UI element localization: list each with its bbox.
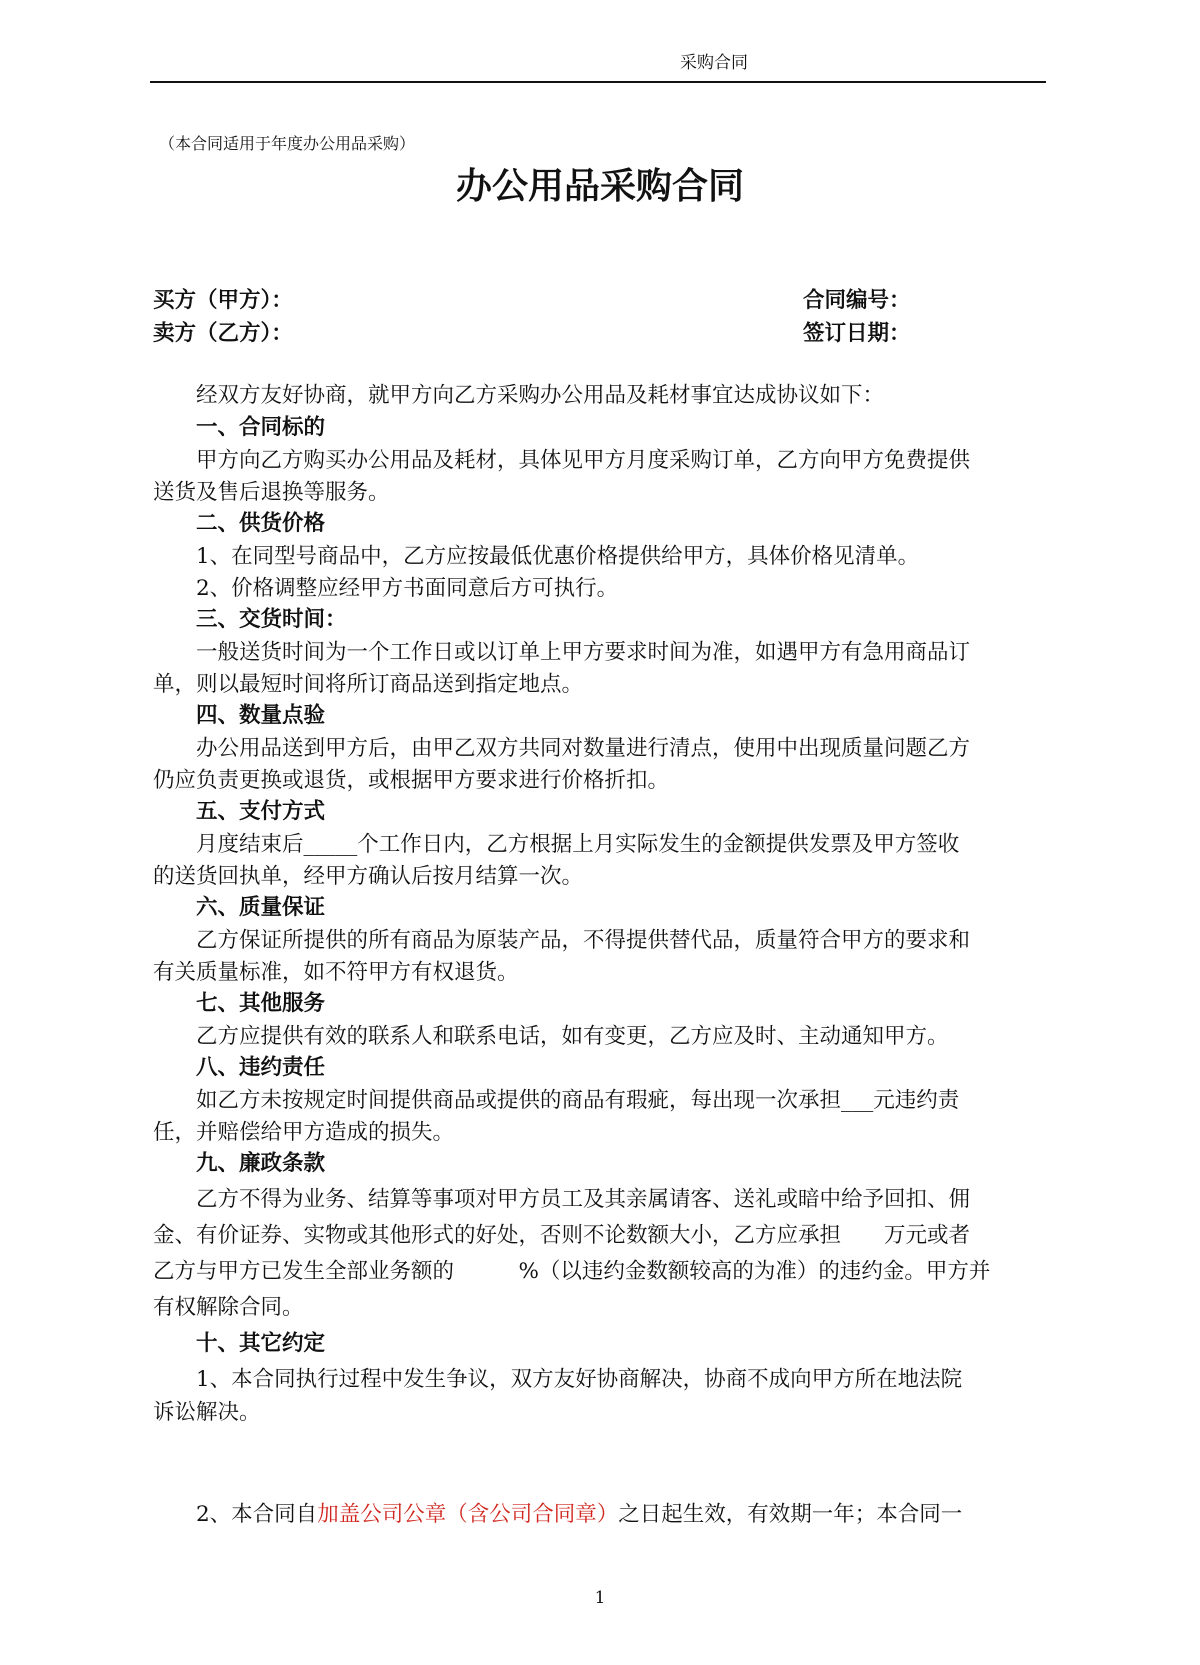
body-line: 乙方不得为业务、结算等事项对甲方员工及其亲属请客、送礼或暗中给予回扣、佣 bbox=[196, 1187, 971, 1212]
body-line: 乙方与甲方已发生全部业务额的 %（以违约金数额较高的为准）的违约金。甲方并 bbox=[153, 1259, 991, 1284]
section-heading: 九、廉政条款 bbox=[196, 1151, 326, 1176]
contract-no-label: 合同编号： bbox=[803, 288, 911, 313]
clause-text-after: 之日起生效，有效期一年；本合同一 bbox=[618, 1502, 963, 1527]
applicability-note: （本合同适用于年度办公用品采购） bbox=[159, 134, 416, 153]
seller-label: 卖方（乙方）： bbox=[153, 321, 293, 346]
body-line: 2、价格调整应经甲方书面同意后方可执行。 bbox=[196, 576, 619, 601]
section-heading: 十、其它约定 bbox=[196, 1331, 326, 1356]
body-line: 单，则以最短时间将所订商品送到指定地点。 bbox=[153, 672, 584, 697]
body-line: 仍应负责更换或退货，或根据甲方要求进行价格折扣。 bbox=[153, 768, 670, 793]
body-line: 1、在同型号商品中，乙方应按最低优惠价格提供给甲方，具体价格见清单。 bbox=[196, 544, 920, 569]
section-heading: 七、其他服务 bbox=[196, 991, 326, 1016]
intro-paragraph: 经双方友好协商，就甲方向乙方采购办公用品及耗材事宜达成协议如下： bbox=[196, 383, 885, 408]
body-line: 办公用品送到甲方后，由甲乙双方共同对数量进行清点，使用中出现质量问题乙方 bbox=[196, 736, 971, 761]
body-line: 送货及售后退换等服务。 bbox=[153, 480, 390, 505]
section-heading: 二、供货价格 bbox=[196, 511, 326, 536]
body-line: 的送货回执单，经甲方确认后按月结算一次。 bbox=[153, 864, 584, 889]
page-number: 1 bbox=[594, 1588, 606, 1608]
body-line: 诉讼解决。 bbox=[153, 1400, 261, 1425]
section-heading: 八、违约责任 bbox=[196, 1055, 326, 1080]
header-rule bbox=[150, 81, 1046, 83]
body-line: 有权解除合同。 bbox=[153, 1295, 304, 1320]
section-heading: 一、合同标的 bbox=[196, 415, 326, 440]
body-line: 乙方应提供有效的联系人和联系电话，如有变更，乙方应及时、主动通知甲方。 bbox=[196, 1024, 949, 1049]
body-line: 有关质量标准，如不符甲方有权退货。 bbox=[153, 960, 519, 985]
body-line: 如乙方未按规定时间提供商品或提供的商品有瑕疵，每出现一次承担___元违约责 bbox=[196, 1088, 960, 1113]
running-header: 采购合同 bbox=[680, 53, 748, 73]
body-line: 1、本合同执行过程中发生争议，双方友好协商解决，协商不成向甲方所在地法院 bbox=[196, 1367, 963, 1392]
section-heading: 六、质量保证 bbox=[196, 895, 326, 920]
clause-text-before: 2、本合同自 bbox=[196, 1502, 318, 1527]
section-heading: 三、交货时间： bbox=[196, 607, 347, 632]
document-title: 办公用品采购合同 bbox=[455, 165, 744, 207]
effective-clause-line bbox=[196, 1499, 962, 1531]
section-heading: 四、数量点验 bbox=[196, 703, 326, 728]
body-line: 金、有价证券、实物或其他形式的好处，否则不论数额大小，乙方应承担 万元或者 bbox=[153, 1223, 971, 1248]
body-line: 一般送货时间为一个工作日或以订单上甲方要求时间为准，如遇甲方有急用商品订 bbox=[196, 640, 971, 665]
section-heading: 五、支付方式 bbox=[196, 799, 326, 824]
body-line: 甲方向乙方购买办公用品及耗材，具体见甲方月度采购订单，乙方向甲方免费提供 bbox=[196, 448, 971, 473]
sign-date-label: 签订日期： bbox=[803, 321, 911, 346]
body-line: 任，并赔偿给甲方造成的损失。 bbox=[153, 1120, 455, 1145]
body-line: 月度结束后_____个工作日内，乙方根据上月实际发生的金额提供发票及甲方签收 bbox=[196, 832, 960, 857]
seal-requirement-highlight: 加盖公司公章（含公司合同章） bbox=[317, 1502, 619, 1527]
buyer-label: 买方（甲方）： bbox=[153, 288, 293, 313]
body-line: 乙方保证所提供的所有商品为原装产品，不得提供替代品，质量符合甲方的要求和 bbox=[196, 928, 971, 953]
